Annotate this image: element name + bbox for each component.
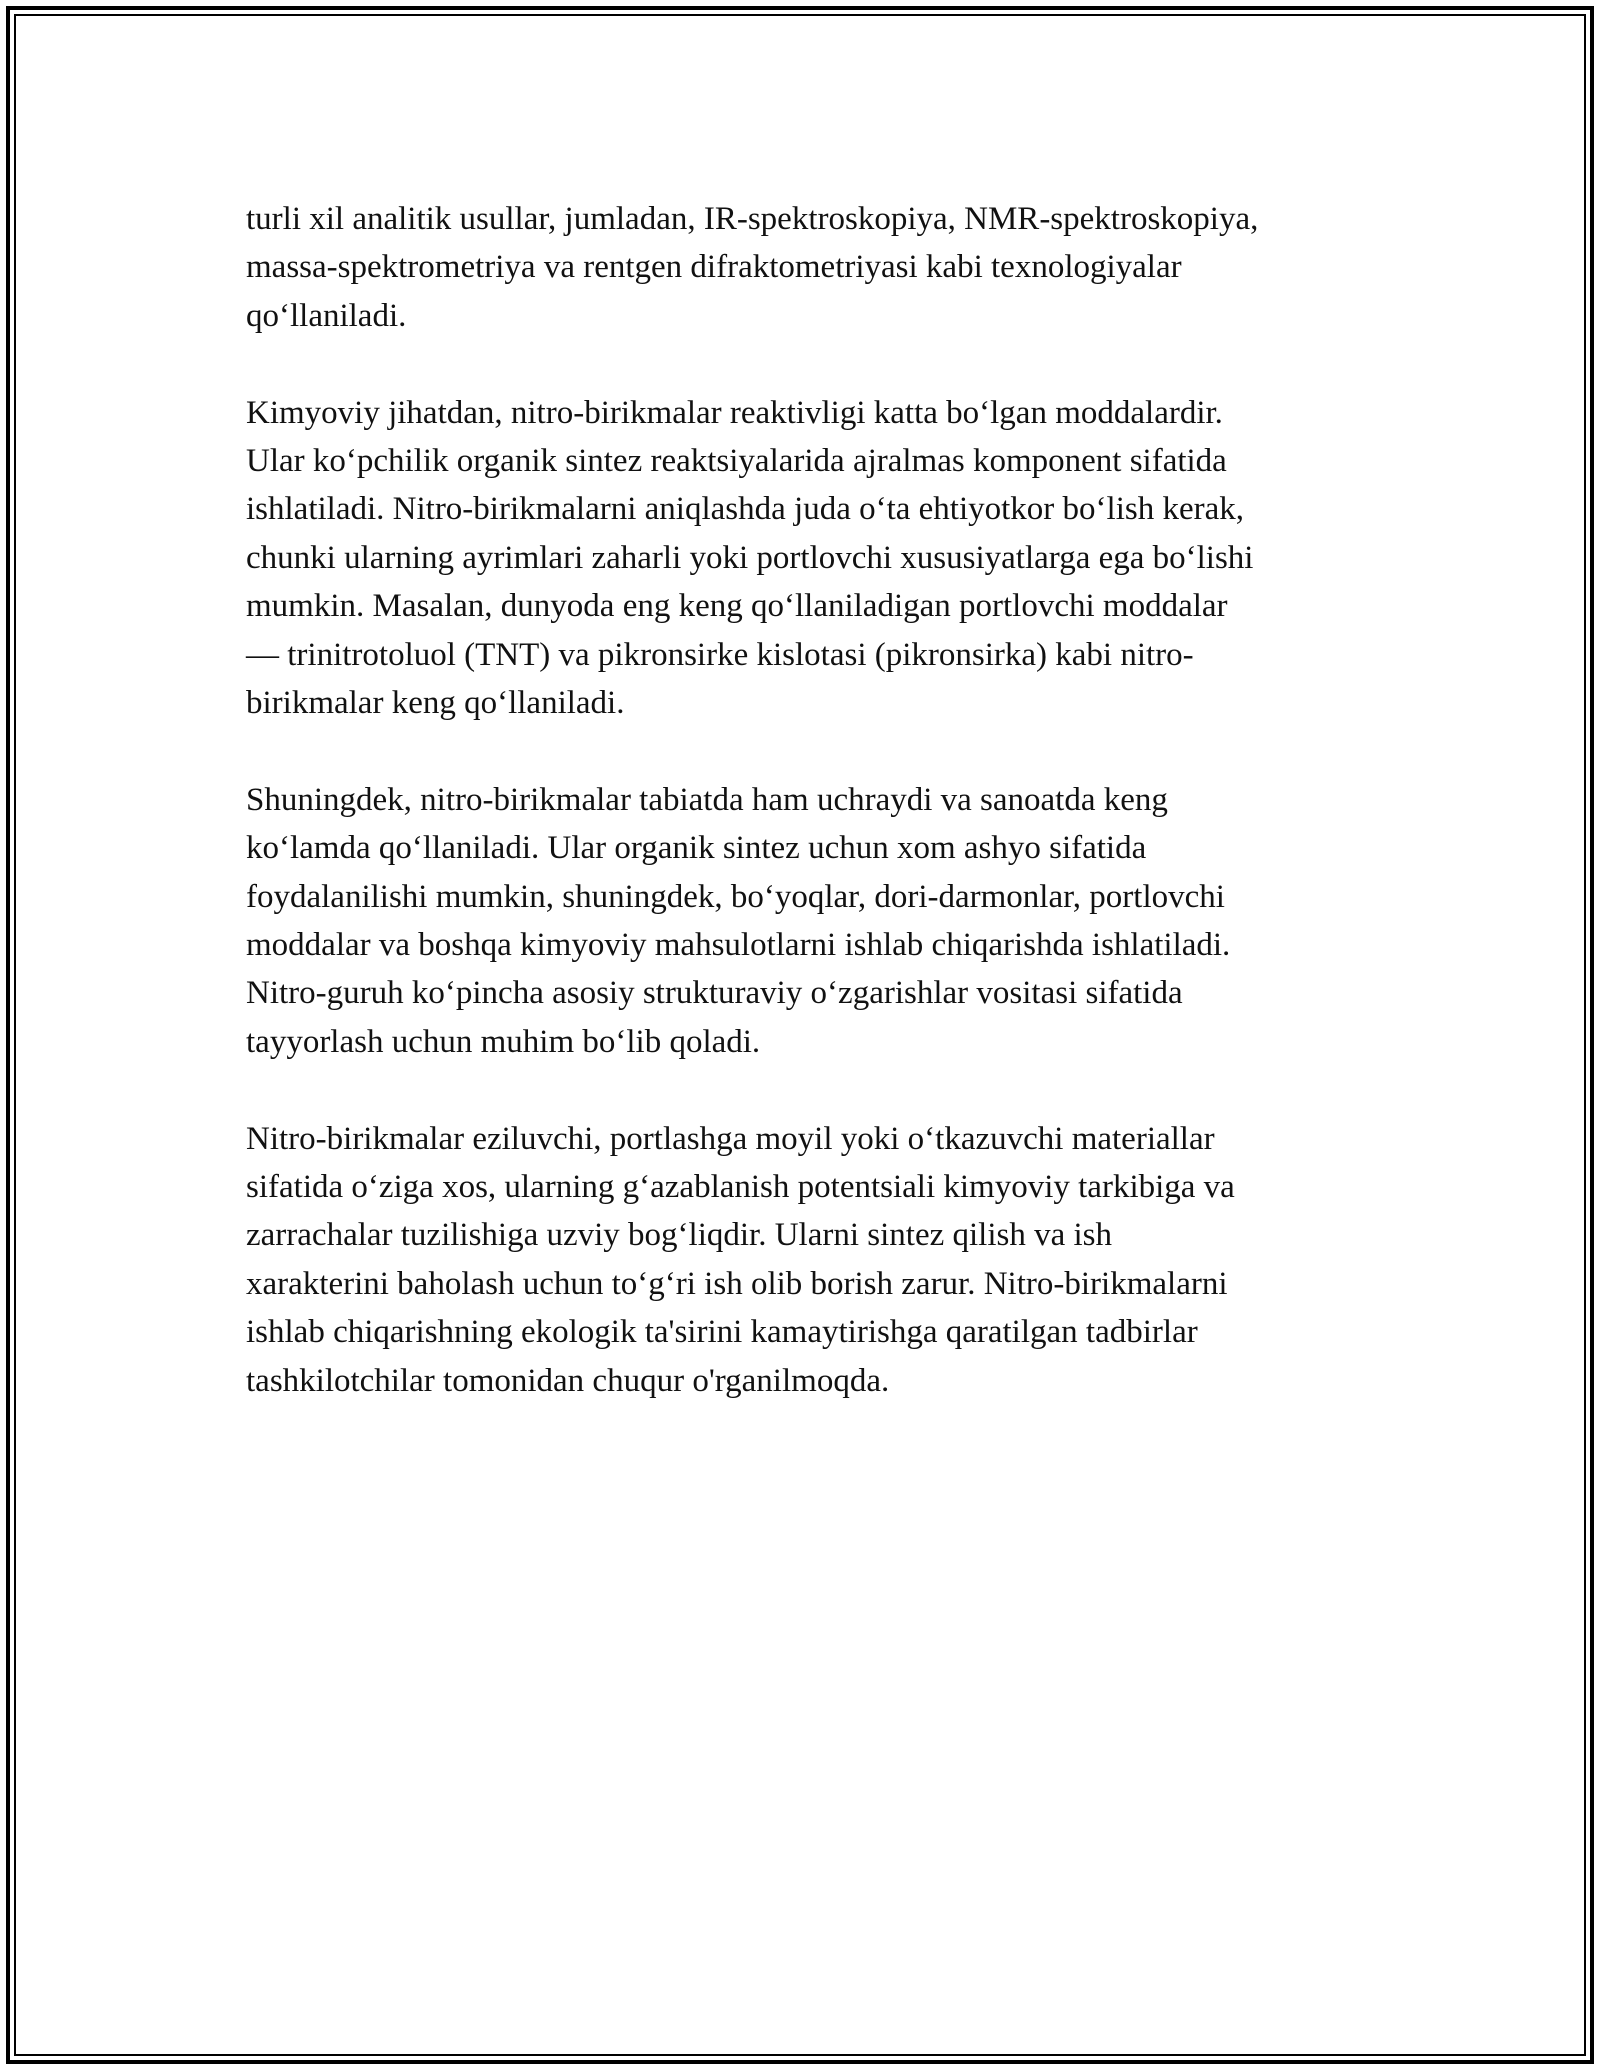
- text-line: Shuningdek, nitro-birikmalar tabiatda ham uchraydi va sanoatda keng: [246, 781, 1168, 818]
- text-line: tayyorlash uchun muhim bo‘lib qoladi.: [246, 1023, 761, 1060]
- text-line: Ular ko‘pchilik organik sintez reaktsiyalarida ajralmas komponent sifatida: [246, 443, 1227, 480]
- text-line: tashkilotchilar tomonidan chuqur o'rganilmoqda.: [246, 1362, 890, 1399]
- text-line: Kimyoviy jihatdan, nitro-birikmalar reaktivligi katta bo‘lgan moddalardir.: [246, 394, 1223, 431]
- text-line: ishlatiladi. Nitro-birikmalarni aniqlashda juda o‘ta ehtiyotkor bo‘lish kerak,: [246, 491, 1244, 528]
- text-line: foydalanilishi mumkin, shuningdek, bo‘yoqlar, dori-darmonlar, portlovchi: [246, 878, 1225, 915]
- page-frame: [6, 6, 1594, 2064]
- text-line: mumkin. Masalan, dunyoda eng keng qo‘llaniladigan portlovchi moddalar: [246, 588, 1228, 625]
- text-line: sifatida o‘ziga xos, ularning g‘azablanish potentsiali kimyoviy tarkibiga va: [246, 1169, 1235, 1206]
- text-line: birikmalar keng qo‘llaniladi.: [246, 685, 625, 722]
- text-line: chunki ularning ayrimlari zaharli yoki portlovchi xususiyatlarga ega bo‘lishi: [246, 539, 1254, 576]
- text-line: moddalar va boshqa kimyoviy mahsulotlarni ishlab chiqarishda ishlatiladi.: [246, 927, 1231, 964]
- text-line: Nitro-guruh ko‘pincha asosiy strukturaviy o‘zgarishlar vositasi sifatida: [246, 975, 1183, 1012]
- text-line: ko‘lamda qo‘llaniladi. Ular organik sintez uchun xom ashyo sifatida: [246, 830, 1147, 867]
- text-line: xarakterini baholash uchun to‘g‘ri ish olib borish zarur. Nitro-birikmalarni: [246, 1265, 1228, 1302]
- paragraph-1: [246, 195, 1416, 340]
- text-line: ishlab chiqarishning ekologik ta'sirini kamaytirishga qaratilgan tadbirlar: [246, 1314, 1198, 1351]
- text-line: turli xil analitik usullar, jumladan, IR-spektroskopiya, NMR-spektroskopiya,: [246, 201, 1259, 237]
- text-line: massa-spektrometriya va rentgen difraktometriyasi kabi texnologiyalar: [246, 249, 1182, 286]
- text-line: qo‘llaniladi.: [246, 297, 407, 334]
- paragraph-2: [246, 389, 1416, 728]
- text-line: — trinitrotoluol (TNT) va pikronsirke kislotasi (pikronsirka) kabi nitro-: [246, 636, 1194, 673]
- paragraph-4: [246, 1115, 1416, 1405]
- document-body: [246, 195, 1416, 1454]
- text-line: zarrachalar tuzilishiga uzviy bog‘liqdir. Ularni sintez qilish va ish: [246, 1217, 1113, 1254]
- text-line: Nitro-birikmalar eziluvchi, portlashga moyil yoki o‘tkazuvchi materiallar: [246, 1120, 1215, 1157]
- paragraph-3: [246, 776, 1416, 1066]
